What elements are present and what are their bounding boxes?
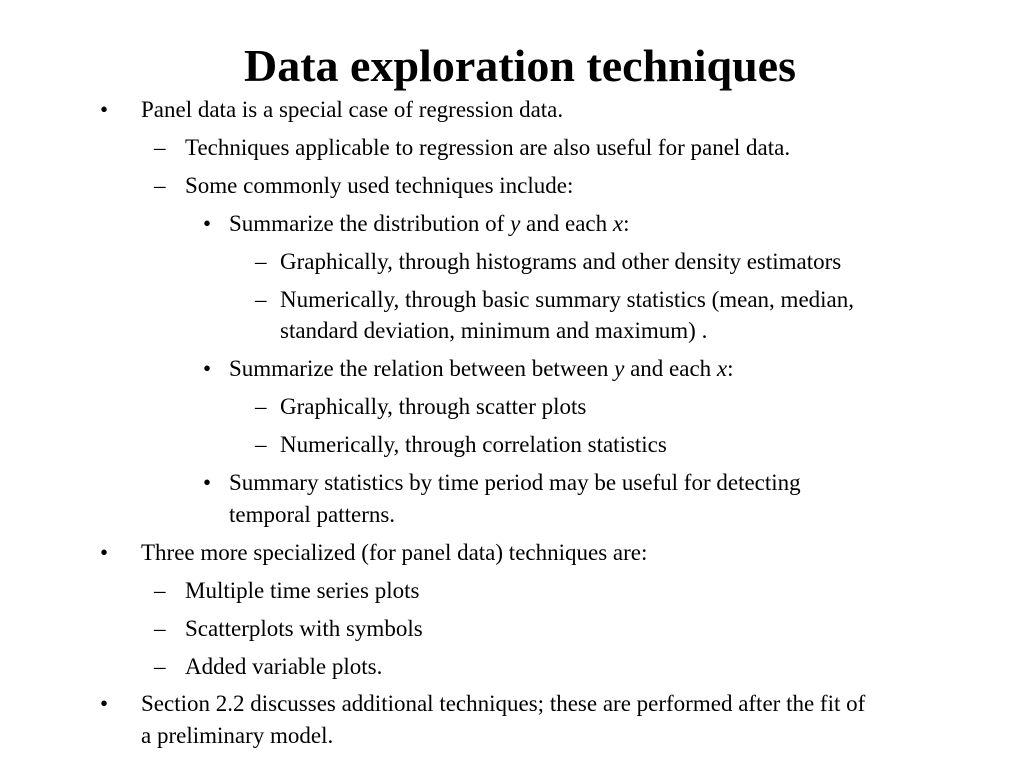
sub-item-text: Multiple time series plots bbox=[185, 578, 420, 603]
sub-sub-item-text: Summary statistics by time period may be useful for detecting bbox=[229, 470, 801, 495]
sub-item-text: Scatterplots with symbols bbox=[185, 616, 423, 641]
detail-item-continuation: standard deviation, minimum and maximum) . bbox=[280, 318, 708, 343]
text-segment: and each bbox=[520, 211, 613, 236]
bullet-marker: • bbox=[203, 356, 212, 381]
sub-item-text: Added variable plots. bbox=[185, 654, 383, 679]
text-segment: Summarize the distribution of bbox=[229, 211, 511, 236]
bullet-text: Three more specialized (for panel data) techniques are: bbox=[141, 540, 648, 565]
variable-y: y bbox=[614, 356, 625, 381]
sub-sub-item-continuation: temporal patterns. bbox=[229, 502, 396, 527]
dash-marker: – bbox=[154, 654, 166, 679]
dash-marker: – bbox=[255, 432, 267, 457]
detail-item-text: Numerically, through correlation statistics bbox=[280, 432, 667, 457]
detail-item-text: Graphically, through scatter plots bbox=[280, 394, 587, 419]
text-segment: and each bbox=[624, 356, 717, 381]
sub-sub-item-text bbox=[229, 208, 630, 240]
detail-item-text: Numerically, through basic summary statistics (mean, median, bbox=[280, 287, 855, 312]
dash-marker: – bbox=[255, 287, 267, 312]
slide-title: Data exploration techniques bbox=[244, 40, 796, 91]
bullet-marker: • bbox=[100, 691, 109, 716]
bullet-marker: • bbox=[100, 97, 109, 122]
text-segment: : bbox=[623, 211, 630, 236]
sub-item-text: Some commonly used techniques include: bbox=[185, 173, 574, 198]
variable-x: x bbox=[612, 211, 624, 236]
dash-marker: – bbox=[154, 135, 166, 160]
text-segment: : bbox=[727, 356, 734, 381]
bullet-marker: • bbox=[100, 540, 109, 565]
dash-marker: – bbox=[255, 249, 267, 274]
bullet-marker: • bbox=[203, 470, 212, 495]
dash-marker: – bbox=[154, 616, 166, 641]
dash-marker: – bbox=[154, 578, 166, 603]
bullet-text: Panel data is a special case of regression data. bbox=[141, 97, 564, 122]
detail-item-text: Graphically, through histograms and other density estimators bbox=[280, 249, 842, 274]
bullet-text-continuation: a preliminary model. bbox=[141, 723, 334, 748]
dash-marker: – bbox=[154, 173, 166, 198]
variable-x: x bbox=[716, 356, 728, 381]
variable-y: y bbox=[510, 211, 521, 236]
dash-marker: – bbox=[255, 394, 267, 419]
sub-sub-item-text bbox=[229, 353, 734, 385]
sub-item-text: Techniques applicable to regression are also useful for panel data. bbox=[185, 135, 791, 160]
bullet-marker: • bbox=[203, 211, 212, 236]
bullet-text: Section 2.2 discusses additional techniques; these are performed after the fit of bbox=[141, 691, 866, 716]
text-segment: Summarize the relation between between bbox=[229, 356, 615, 381]
